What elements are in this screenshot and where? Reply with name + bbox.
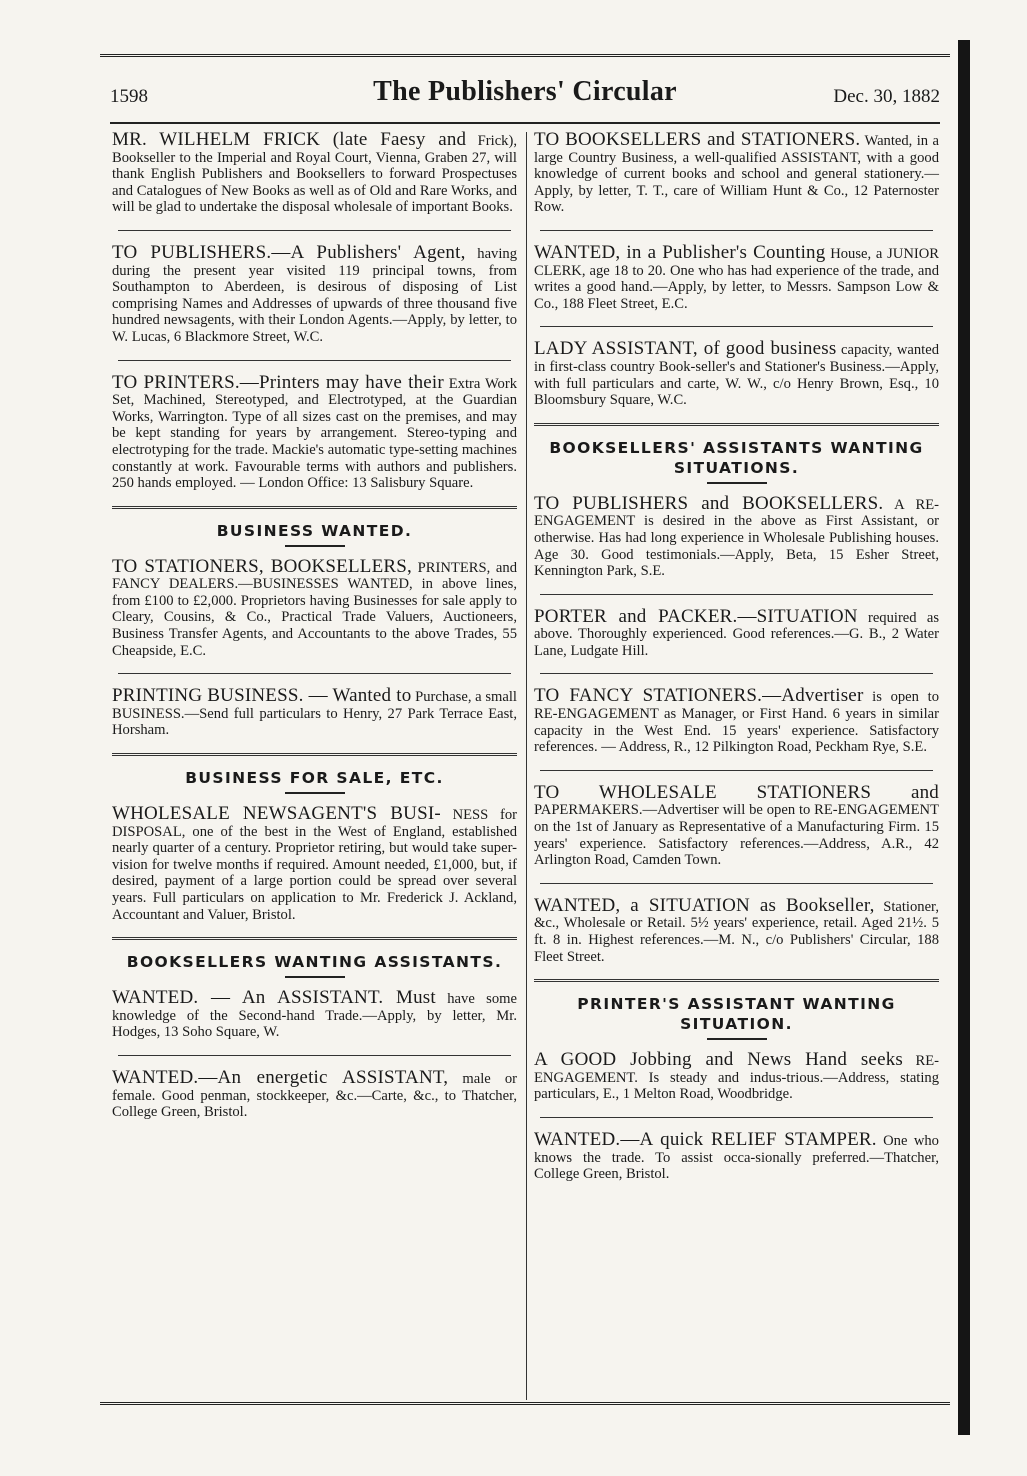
classified-ad: [534, 685, 939, 756]
ad-lead-line: LADY ASSISTANT, of good business: [534, 338, 837, 360]
top-border-rule: [100, 54, 950, 61]
ad-lead-line: TO FANCY STATIONERS.—Advertiser: [534, 685, 864, 707]
classified-ad: [534, 894, 939, 965]
ad-body-text: male or female. Good penman, stockkeeper, &c.—Carte, &c., to Thatcher, College Green, Bristol.: [112, 1070, 517, 1121]
ad-lead-line: TO BOOKSELLERS and STATIONERS.: [534, 129, 861, 150]
page-header: [110, 76, 940, 116]
ad-body-text: PRINTERS, and FANCY DEALERS.—BUSINESSES WANTED, in above lines, from £100 to £2,000. Proprietors having Businesses for sale apply to Cleary, Cousins, & Co., Practical Trade Valuers, Auctioneers, Business Transfer Agents, and Accountants to the above Trades, 55 Cheapside, E.C.: [112, 559, 517, 659]
heading-underline: [707, 482, 767, 484]
heading-underline: [285, 792, 345, 794]
ad-lead-line: TO PUBLISHERS.—A Publishers' Agent,: [112, 241, 466, 263]
section-heading: PRINTER'S ASSISTANT WANTING SITUATION.: [577, 995, 896, 1034]
classified-ad: [534, 129, 939, 216]
section-heading: BUSINESS WANTED.: [216, 521, 413, 540]
ad-lead-line: TO WHOLESALE STATIONERS and: [534, 781, 939, 803]
section-heading: BOOKSELLERS' ASSISTANTS WANTING SITUATIONS.: [549, 438, 924, 477]
ad-lead-line: TO STATIONERS, BOOKSELLERS,: [112, 555, 412, 577]
ad-body-text: PAPERMAKERS.—Advertiser will be open to RE-ENGAGEMENT on the 1st of January as Representative of a Manufacturing Firm. 15 years' experience. Satisfactory references.—Address, A.R., 42 Arlington Road, Camden Town.: [534, 802, 939, 869]
ad-separator: [540, 326, 933, 327]
ad-body-text: A RE-ENGAGEMENT is desired in the above as First Assistant, or otherwise. Has had long experience in Wholesale Publishing houses. Age 30. Good testimonials.—Apply, Beta, 15 Esher Street, Kennington Park, S.E.: [534, 496, 940, 580]
ad-separator: [118, 360, 511, 361]
ad-body-text: required as above. Thoroughly experienced. Good references.—G. B., 2 Water Lane, Ludgate Hill.: [534, 609, 939, 659]
section-separator: [534, 423, 939, 426]
section-separator: [112, 753, 517, 756]
ad-lead-line: A GOOD Jobbing and News Hand seeks: [534, 1049, 903, 1071]
left-column: [112, 129, 517, 1125]
section-separator: [112, 937, 517, 940]
heading-underline: [707, 1038, 767, 1040]
ad-separator: [540, 230, 933, 231]
bottom-border-rule: [100, 1402, 950, 1409]
classified-ad: [112, 129, 517, 216]
ad-separator: [540, 673, 933, 674]
newspaper-page: [100, 40, 950, 1410]
ad-lead-line: MR. WILHELM FRICK (late Faesy and: [112, 129, 467, 150]
ad-body-text: Wanted, in a large Country Business, a well-qualified ASSISTANT, with a good knowledge of current books and school and general stationery.—Apply, by letter, T. T., care of William Hunt & Co., 12 Paternoster Row.: [534, 133, 939, 216]
classified-ad: [112, 241, 517, 346]
ad-separator: [540, 883, 933, 884]
classified-ad: [534, 781, 939, 869]
header-rule: [110, 122, 940, 124]
ad-lead-line: WANTED. — An ASSISTANT. Must: [112, 987, 436, 1009]
ad-separator: [540, 594, 933, 595]
classified-ad: [112, 1066, 517, 1121]
ad-body-text: Frick), Bookseller to the Imperial and Royal Court, Vienna, Graben 27, will thank English Publishers and Booksellers to forward Prospectuses and Catalogues of New Books as well as of Old and Rare Works, and will be glad to undertake the disposal wholesale of important Books.: [112, 133, 517, 216]
ad-lead-line: WANTED.—An energetic ASSISTANT,: [112, 1066, 449, 1088]
ad-lead-line: TO PRINTERS.—Printers may have their: [112, 371, 444, 393]
classified-ad: [534, 338, 939, 409]
section-separator: [112, 506, 517, 509]
ad-body-text: capacity, wanted in first-class country Book-seller's and Stationer's Business.—Apply, with full particulars and carte, W. W., c/o Henry Brown, Esq., 10 Bloomsbury Square, W.C.: [534, 342, 939, 409]
classified-ad: [534, 1049, 939, 1103]
ad-lead-line: TO PUBLISHERS and BOOKSELLERS.: [534, 492, 884, 514]
ad-body-text: Extra Work Set, Machined, Stereotyped, and Electrotyped, at the Guardian Works, Warrington. Type of all sizes cast on the premises, and may be kept standing for years by arrangement. Stereo-typing and electrotyping for the trade. Mackie's automatic type-setting machines constantly at work. Favourable terms with authors and publishers. 250 hands employed. — London Office: 13 Salisbury Square.: [112, 375, 517, 492]
section-heading: BOOKSELLERS WANTING ASSISTANTS.: [126, 953, 503, 972]
ad-lead-line: WANTED.—A quick RELIEF STAMPER.: [534, 1128, 877, 1150]
ad-separator: [540, 1117, 933, 1118]
ad-body-text: House, a JUNIOR CLERK, age 18 to 20. One who has had experience of the trade, and writes a good hand.—Apply, by letter, to Messrs. Sampson Low & Co., 188 Fleet Street, E.C.: [534, 245, 940, 312]
ad-body-text: is open to RE-ENGAGEMENT as Manager, or First Hand. 6 years in similar capacity in the West End. 15 years' experience. Satisfactory references. — Address, R., 12 Pilkington Road, Peckham Rye, S.E.: [534, 689, 939, 756]
ad-separator: [118, 673, 511, 674]
classified-ad: [534, 1128, 939, 1183]
classified-ad: [534, 492, 940, 580]
ad-lead-line: WANTED, in a Publisher's Counting: [534, 241, 826, 263]
classified-ad: [112, 685, 517, 739]
ad-body-text: Stationer, &c., Wholesale or Retail. 5½ years' experience, retail. Aged 21½. 5 ft. 8 in. Highest references.—M. N., c/o Publishers' Circular, 188 Fleet Street.: [534, 898, 939, 965]
ad-lead-line: PRINTING BUSINESS. — Wanted to: [112, 685, 412, 707]
ad-body-text: One who knows the trade. To assist occa-sionally preferred.—Thatcher, College Green, Bristol.: [534, 1132, 939, 1183]
ad-separator: [118, 230, 511, 231]
page-number: 1598: [110, 86, 148, 107]
right-margin-bar: [958, 40, 970, 1435]
ad-lead-line: WHOLESALE NEWSAGENT'S BUSI-: [112, 803, 441, 825]
ad-separator: [118, 1055, 511, 1056]
ad-body-text: NESS for DISPOSAL, one of the best in the West of England, established nearly quarter of a century. Proprietor retiring, but would take super-vision for twelve months if required. Amount needed, £1,000, but, if desired, payment of a large portion could be spread over several years. Full particulars on application to Mr. Frederick J. Ackland, Accountant and Valuer, Bristol.: [112, 807, 517, 923]
classified-ad: [112, 555, 517, 660]
section-heading: BUSINESS FOR SALE, ETC.: [185, 769, 444, 788]
section-separator: [534, 979, 939, 982]
classified-ad: [112, 803, 517, 923]
heading-underline: [285, 976, 345, 978]
ad-lead-line: WANTED, a SITUATION as Bookseller,: [534, 894, 875, 916]
heading-underline: [285, 545, 345, 547]
ad-lead-line: PORTER and PACKER.—SITUATION: [534, 605, 858, 627]
ad-body-text: having during the present year visited 119 principal towns, from Southampton to Aberdeen, is desirous of disposing of List comprising Names and Addresses of upwards of three thousand five hundred newsagents, with their London Agents.—Apply, by letter, to W. Lucas, 6 Blackmore Street, W.C.: [112, 245, 517, 345]
classified-ad: [112, 371, 517, 492]
classified-ad: [534, 241, 940, 312]
classified-ad: [112, 987, 517, 1041]
ad-body-text: Purchase, a small BUSINESS.—Send full particulars to Henry, 27 Park Terrace East, Horsham.: [112, 689, 517, 739]
ad-body-text: have some knowledge of the Second-hand Trade.—Apply, by letter, Mr. Hodges, 13 Soho Square, W.: [112, 991, 517, 1041]
ad-body-text: RE-ENGAGEMENT. Is steady and indus-trious.—Address, stating particulars, E., 1 Melton Road, Woodbridge.: [534, 1053, 939, 1103]
running-title: The Publishers' Circular: [373, 76, 677, 107]
column-divider: [526, 132, 527, 1400]
classified-ad: [534, 605, 939, 660]
right-column: [534, 129, 940, 1187]
issue-date: Dec. 30, 1882: [833, 86, 940, 107]
ad-separator: [540, 770, 933, 771]
